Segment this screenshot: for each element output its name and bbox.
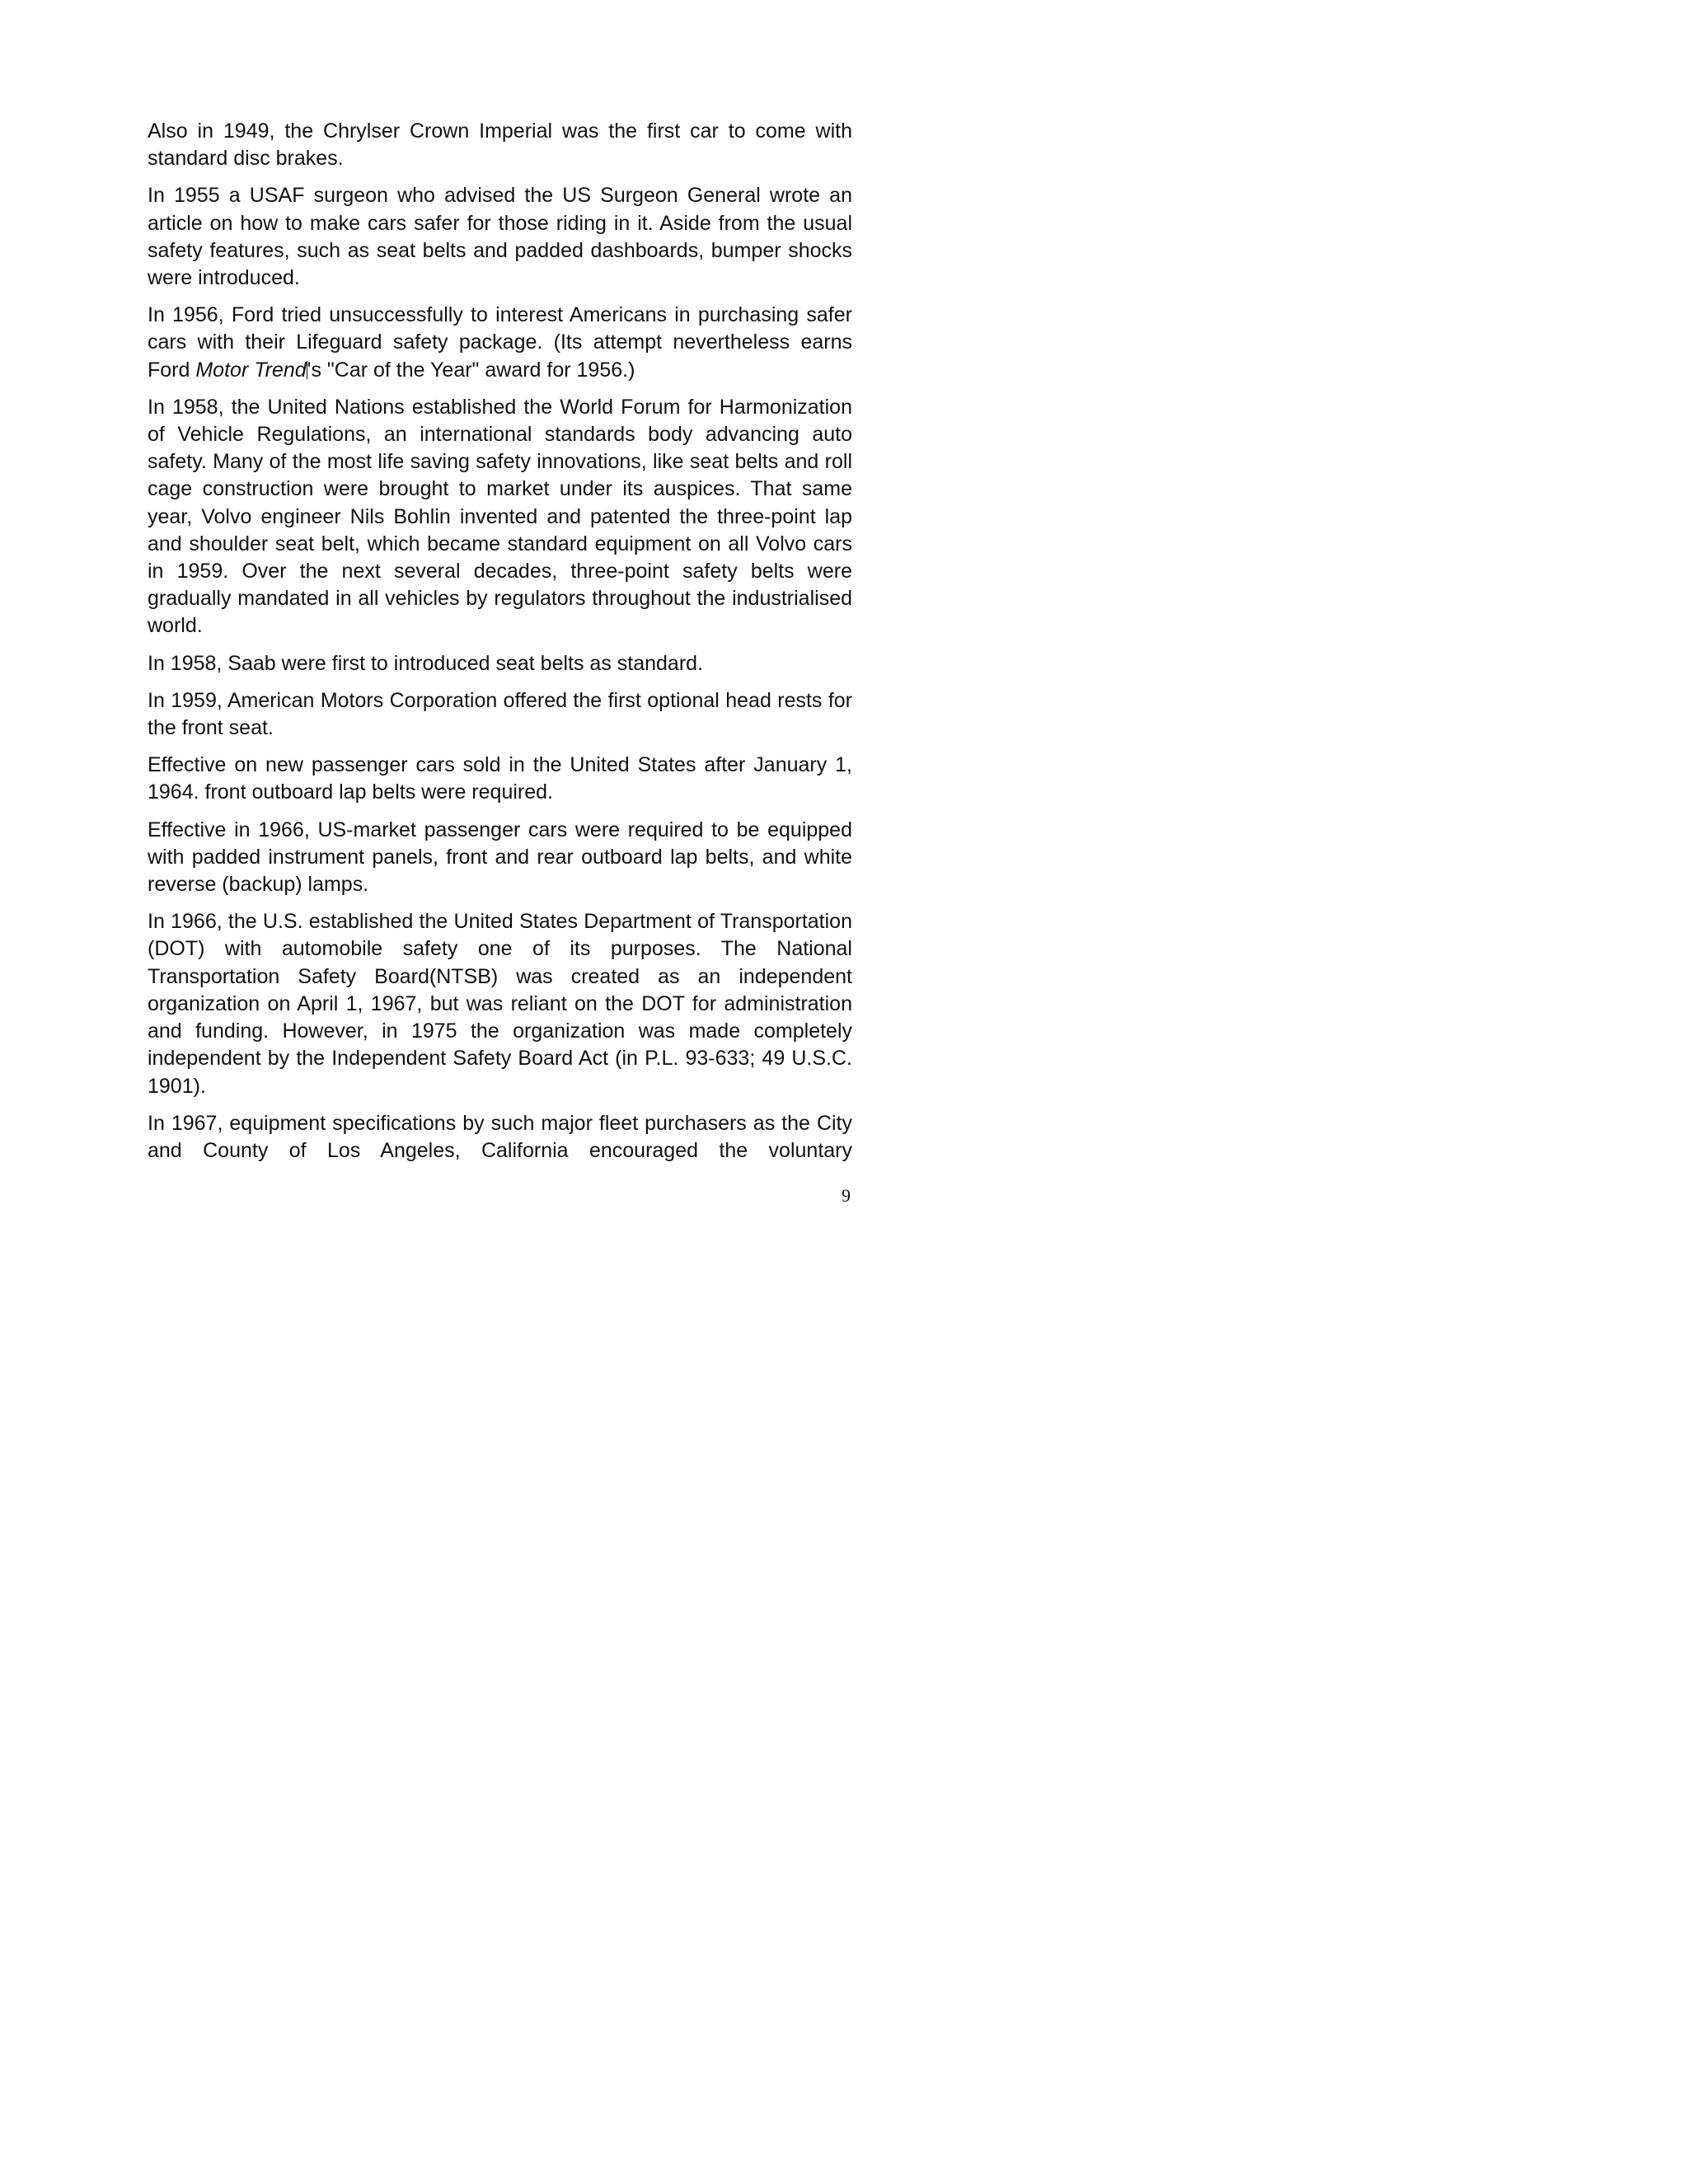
paragraph-1956-text-start: In 1956, Ford tried unsuccessfully to interest Americans in purchasing safer cars with their Lifeguard safety package. (Its attempt nevertheless earns Ford (148, 303, 852, 382)
body-text (148, 118, 852, 1165)
paragraph-1956-text-end: 's "Car of the Year" award for 1956.) (307, 358, 635, 382)
paragraph-1967-fleet-purchasers: In 1967, equipment specifications by such major fleet purchasers as the City and County of Los Angeles, California encouraged the voluntary (148, 1111, 852, 1162)
paragraph-1959-amc-head-rests: In 1959, American Motors Corporation offered the first optional head rests for the front seat. (148, 688, 852, 740)
paragraph-1956-ford-lifeguard (148, 302, 852, 384)
paragraph-1966-dot: In 1966, the U.S. established the United States Department of Transportation (DOT) with automobile safety one of its purposes. The National Transportation Safety Board(NTSB) was created as an independent organization on April 1, 1967, but was reliant on the DOT for administration and funding. However, in 1975 the organization was made completely independent by the Independent Safety Board Act (in P.L. 93-633; 49 U.S.C. 1901). (148, 910, 852, 1098)
paragraph-1964-lap-belts: Effective on new passenger cars sold in the United States after January 1, 1964. front outboard lap belts were required. (148, 753, 852, 804)
paragraph-1949-disc-brakes: Also in 1949, the Chrylser Crown Imperial was the first car to come with standard disc brakes. (148, 120, 852, 171)
paragraph-1958-un-forum: In 1958, the United Nations established the World Forum for Harmonization of Vehicle Regulations, an international standards body advancing auto safety. Many of the most life saving safety innovations, like seat belts and roll cage construction were brought to market under its auspices. That same year, Volvo engineer Nils Bohlin invented and patented the three-point lap and shoulder seat belt, which became standard equipment on all Volvo cars in 1959. Over the next several decades, three-point safety belts were gradually mandated in all vehicles by regulators throughout the industrialised world. (148, 395, 852, 638)
paragraph-1955-usaf-surgeon: In 1955 a USAF surgeon who advised the US Surgeon General wrote an article on how to make cars safer for those riding in it. Aside from the usual safety features, such as seat belts and padded dashboards, bumper shocks were introduced. (148, 184, 852, 290)
document-page (0, 0, 1009, 1305)
paragraph-1958-saab: In 1958, Saab were first to introduced seat belts as standard. (148, 651, 704, 675)
page-number: 9 (842, 1185, 851, 1206)
paragraph-1966-us-market: Effective in 1966, US-market passenger cars were required to be equipped with padded instrument panels, front and rear outboard lap belts, and white reverse (backup) lamps. (148, 818, 852, 897)
motor-trend-title: Motor Trend (195, 358, 307, 382)
